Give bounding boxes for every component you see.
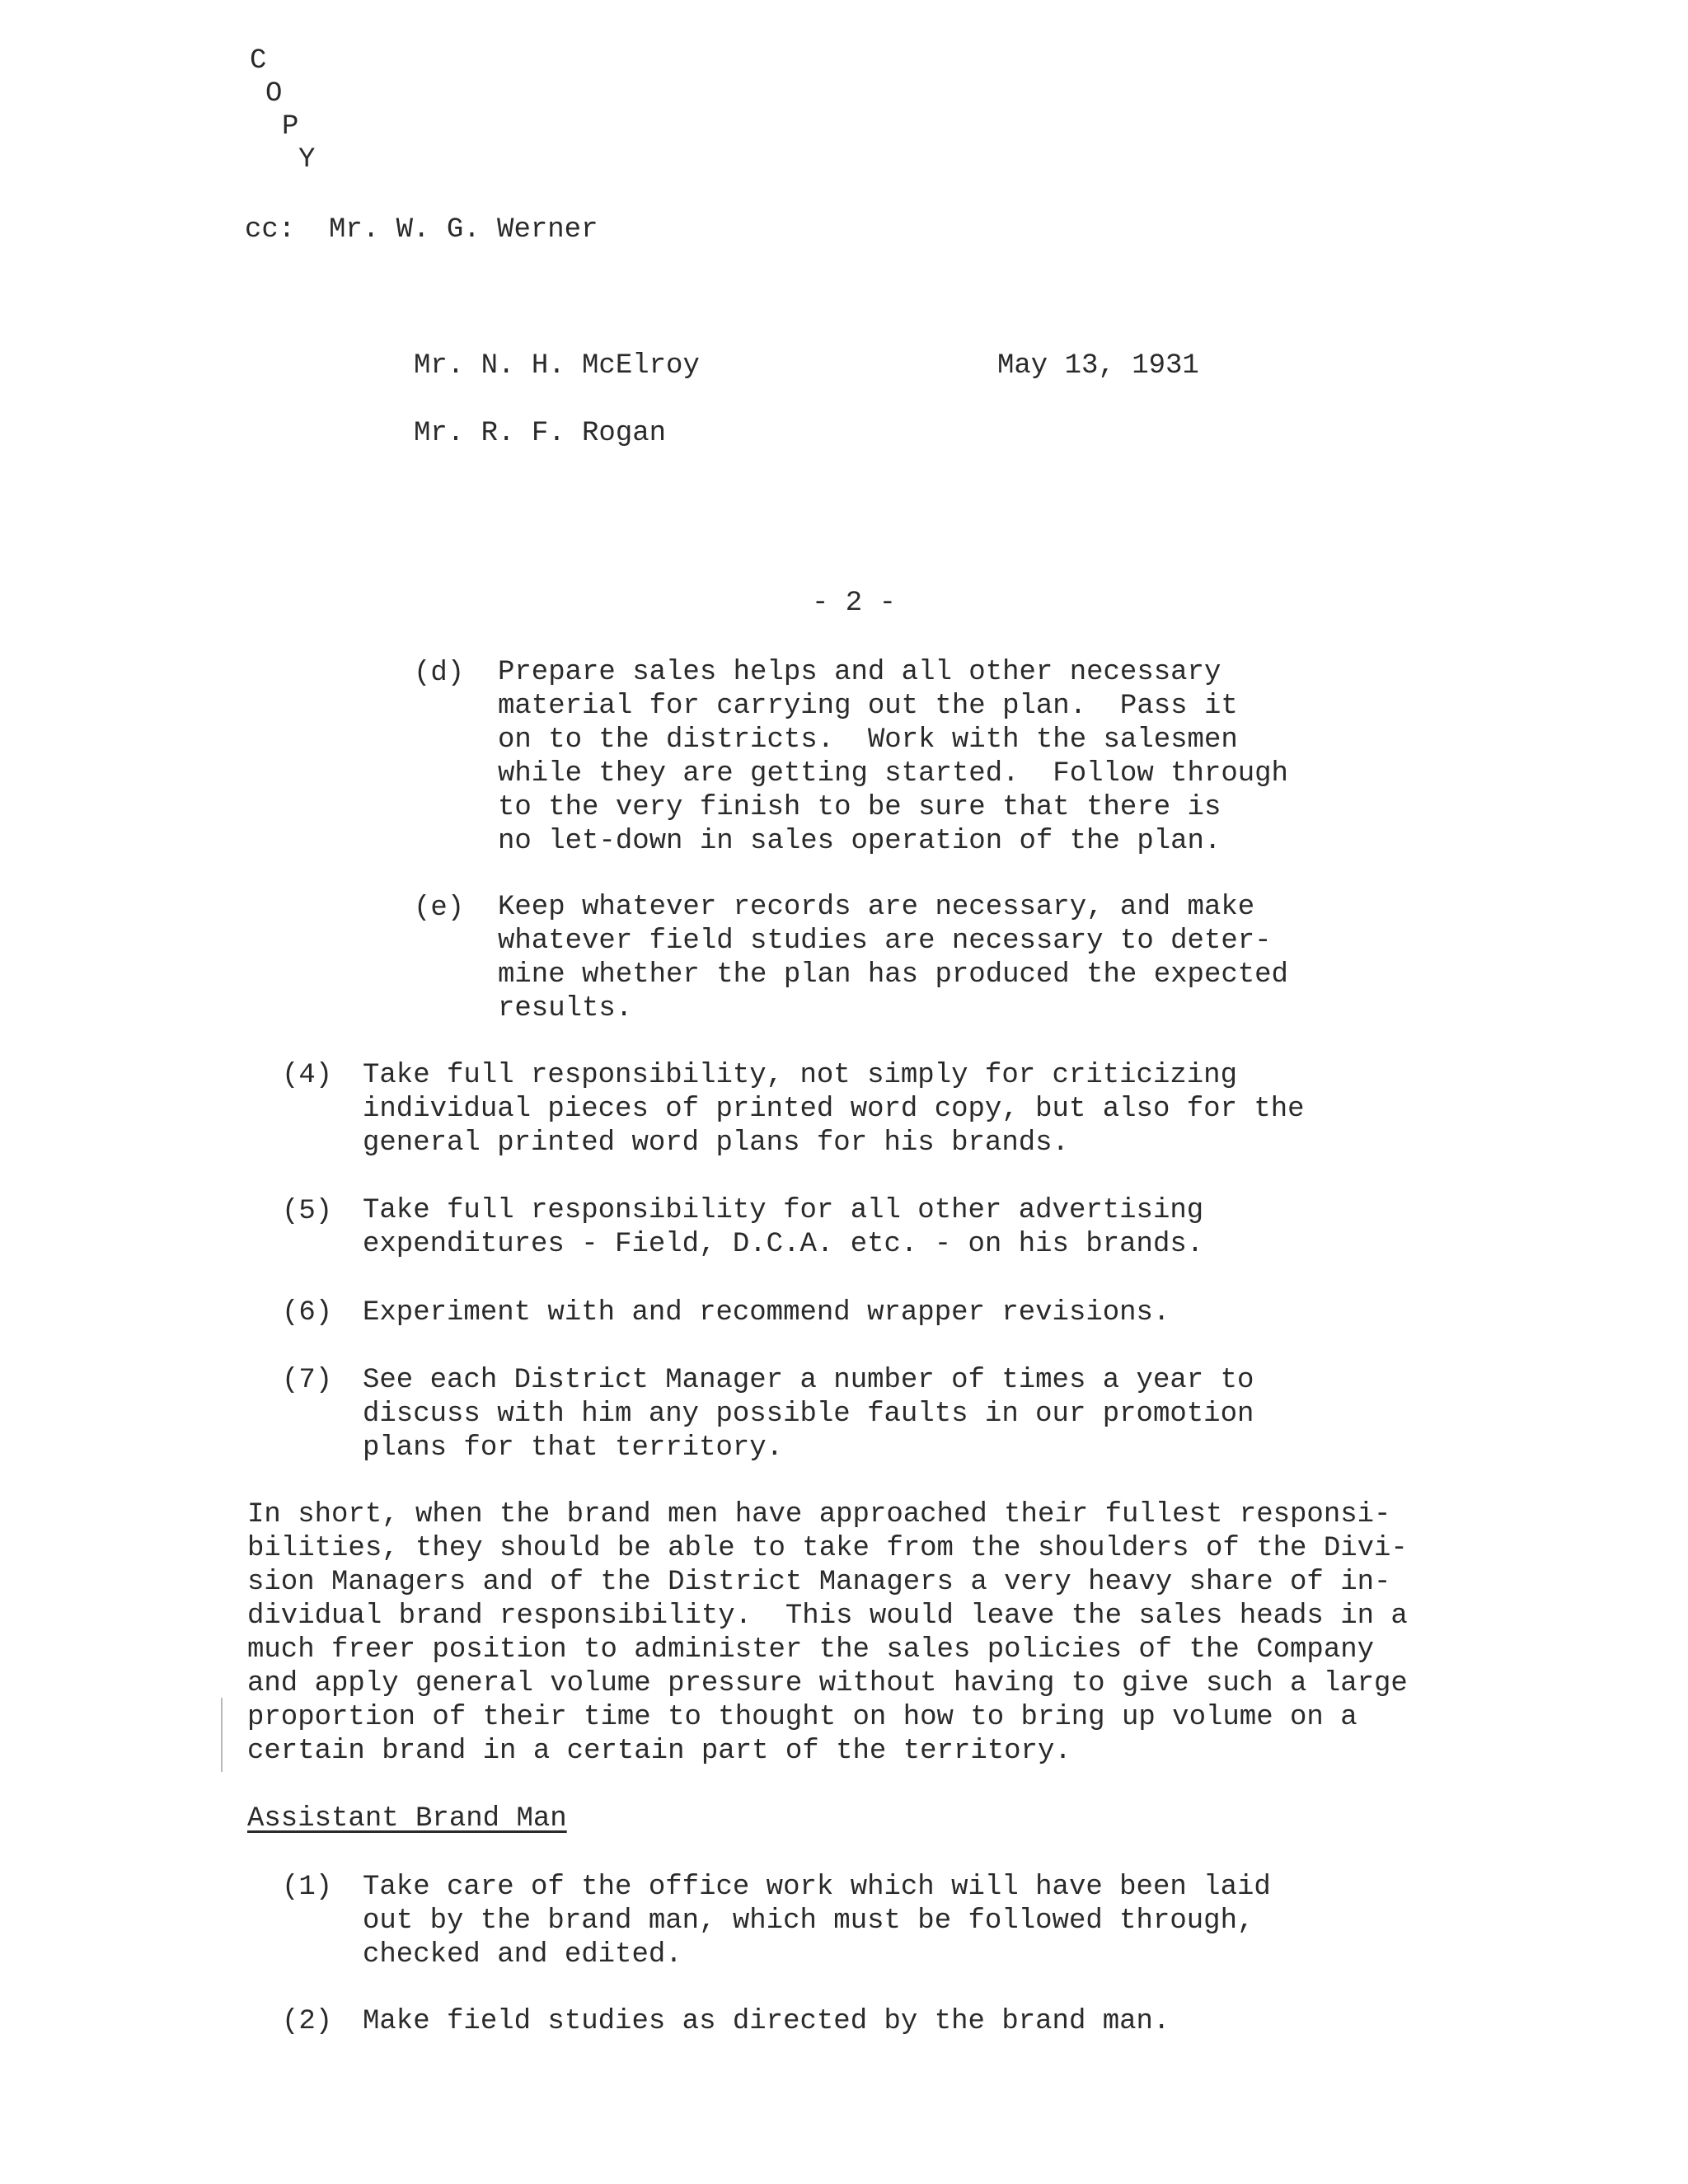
- copy-stamp-letter-o: O: [265, 78, 283, 110]
- copy-stamp-letter-p: P: [282, 111, 299, 143]
- letter-date: May 13, 1931: [997, 350, 1199, 382]
- paragraph-line: certain brand in a certain part of the territory.: [247, 1736, 1071, 1767]
- assistant-item-line: Make field studies as directed by the brand man.: [363, 2006, 1170, 2037]
- sub-item-line: Keep whatever records are necessary, and make: [498, 892, 1255, 923]
- numbered-item-line: expenditures - Field, D.C.A. etc. - on his brands.: [363, 1229, 1204, 1260]
- sub-item-line: mine whether the plan has produced the expected: [498, 959, 1288, 991]
- paragraph-line: much freer position to administer the sales policies of the Company: [247, 1634, 1375, 1666]
- sub-item-marker: (d): [414, 658, 465, 689]
- section-heading: Assistant Brand Man: [247, 1803, 567, 1835]
- sub-item-line: whatever field studies are necessary to deter-: [498, 926, 1272, 957]
- assistant-item-marker: (2): [282, 2006, 333, 2037]
- sub-item-line: while they are getting started. Follow through: [498, 758, 1288, 790]
- sub-item-line: to the very finish to be sure that there is: [498, 792, 1221, 823]
- numbered-item-marker: (4): [282, 1060, 333, 1091]
- sub-item-marker: (e): [414, 893, 465, 924]
- numbered-item-line: plans for that territory.: [363, 1432, 784, 1464]
- assistant-item-marker: (1): [282, 1872, 333, 1903]
- paragraph-line: In short, when the brand men have approached their fullest responsi-: [247, 1499, 1391, 1530]
- copy-stamp-letter-c: C: [250, 45, 267, 77]
- sub-item-line: no let-down in sales operation of the plan.: [498, 826, 1221, 857]
- paragraph-line: dividual brand responsibility. This would leave the sales heads in a: [247, 1601, 1408, 1632]
- numbered-item-marker: (5): [282, 1196, 333, 1227]
- numbered-item-line: Take full responsibility, not simply for criticizing: [363, 1060, 1237, 1091]
- numbered-item-line: See each District Manager a number of times a year to: [363, 1365, 1254, 1396]
- paragraph-line: and apply general volume pressure without having to give such a large: [247, 1668, 1408, 1699]
- sub-item-line: results.: [498, 993, 633, 1024]
- numbered-item-marker: (7): [282, 1365, 333, 1396]
- sub-item-line: material for carrying out the plan. Pass it: [498, 691, 1238, 722]
- assistant-item-line: Take care of the office work which will have been laid: [363, 1872, 1271, 1903]
- margin-mark: [221, 1698, 223, 1772]
- sub-item-line: Prepare sales helps and all other necessary: [498, 657, 1221, 688]
- addressee-1: Mr. N. H. McElroy: [414, 350, 700, 382]
- sub-item-line: on to the districts. Work with the salesmen: [498, 724, 1238, 756]
- numbered-item-marker: (6): [282, 1297, 333, 1329]
- numbered-item-line: discuss with him any possible faults in our promotion: [363, 1399, 1254, 1430]
- paragraph-line: bilities, they should be able to take from the shoulders of the Divi-: [247, 1533, 1408, 1564]
- assistant-item-line: out by the brand man, which must be followed through,: [363, 1905, 1254, 1937]
- page-number: - 2 -: [812, 588, 897, 619]
- assistant-item-line: checked and edited.: [363, 1939, 682, 1971]
- paragraph-line: proportion of their time to thought on how to bring up volume on a: [247, 1702, 1357, 1733]
- cc-line: cc: Mr. W. G. Werner: [245, 214, 598, 246]
- numbered-item-line: Experiment with and recommend wrapper revisions.: [363, 1297, 1170, 1329]
- paragraph-line: sion Managers and of the District Managers a very heavy share of in-: [247, 1567, 1391, 1598]
- copy-stamp-letter-y: Y: [298, 144, 316, 176]
- numbered-item-line: Take full responsibility for all other advertising: [363, 1195, 1204, 1226]
- addressee-2: Mr. R. F. Rogan: [414, 418, 667, 449]
- numbered-item-line: general printed word plans for his brands.: [363, 1127, 1069, 1159]
- numbered-item-line: individual pieces of printed word copy, but also for the: [363, 1094, 1305, 1125]
